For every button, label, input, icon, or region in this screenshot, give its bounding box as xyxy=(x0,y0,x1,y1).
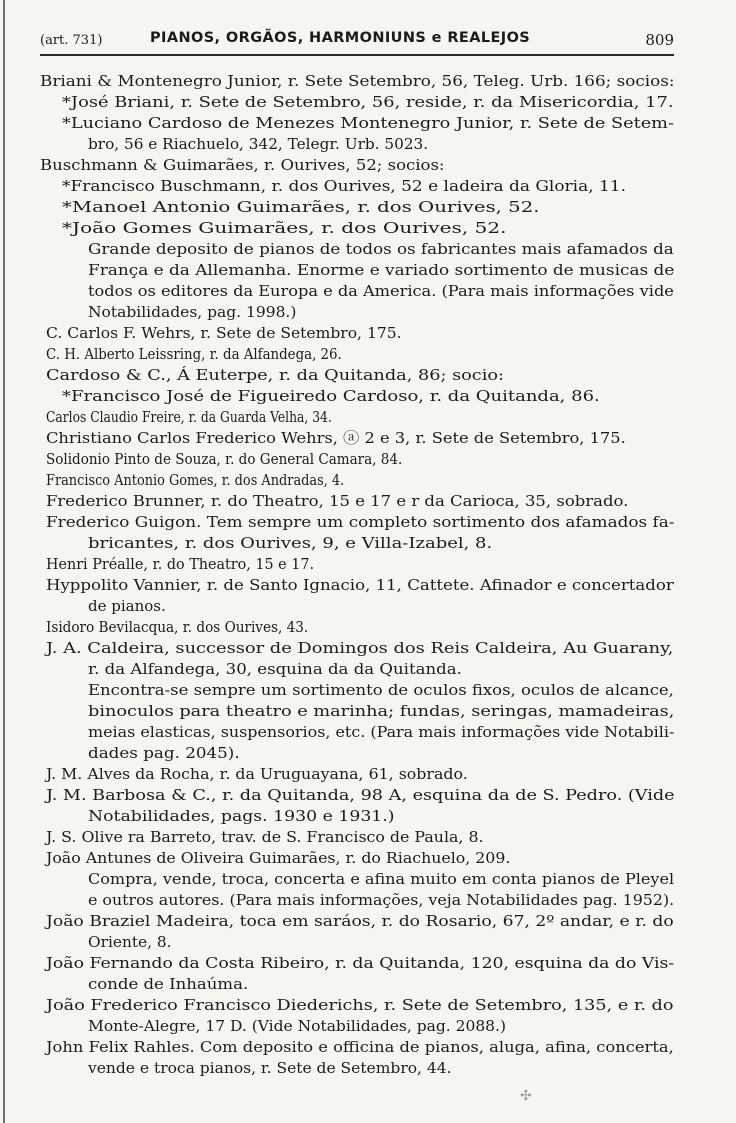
entry-line: J. A. Caldeira, successor de Domingos dos Reis Caldeira, Au Guarany, xyxy=(46,639,674,657)
entry-line: dades pag. 2045). xyxy=(88,744,240,762)
entry-line: *Manoel Antonio Guimarães, r. dos Ourives, 52. xyxy=(62,198,540,216)
entry-line: e outros autores. (Para mais informações, veja Notabilidades pag. 1952). xyxy=(88,891,675,909)
page-header xyxy=(40,30,674,52)
entry-line: Frederico Guigon. Tem sempre um completo sortimento dos afamados fa- xyxy=(46,513,675,531)
entry-line: João Frederico Francisco Diederichs, r. Sete de Setembro, 135, e r. do xyxy=(46,996,674,1014)
print-smudge-mark: ✣ xyxy=(520,1088,532,1104)
entry-line: Notabilidades, pags. 1930 e 1931.) xyxy=(88,807,395,825)
entry-line: *Francisco José de Figueiredo Cardoso, r. da Quitanda, 86. xyxy=(62,387,600,405)
entry-line: J. M. Barbosa & C., r. da Quitanda, 98 A, esquina da de S. Pedro. (Vide xyxy=(46,786,675,804)
entry-line: Cardoso & C., Á Euterpe, r. da Quitanda, 86; socio: xyxy=(46,366,504,384)
entry-line: bricantes, r. dos Ourives, 9, e Villa-Izabel, 8. xyxy=(88,534,493,552)
entry-line: binoculos para theatro e marinha; fundas, seringas, mamadeiras, xyxy=(88,702,675,720)
entry-line: França e da Allemanha. Enorme e variado sortimento de musicas de xyxy=(88,261,675,279)
entry-line: Notabilidades, pag. 1998.) xyxy=(88,303,297,321)
entry-line: Buschmann & Guimarães, r. Ourives, 52; socios: xyxy=(40,156,445,174)
page-number: 809 xyxy=(645,31,674,49)
entry-line: C. H. Alberto Leissring, r. da Alfandega, 26. xyxy=(46,345,342,363)
entry-line: Hyppolito Vannier, r. de Santo Ignacio, 11, Cattete. Afinador e concertador xyxy=(46,576,674,594)
entry-line: Grande deposito de pianos de todos os fabricantes mais afamados da xyxy=(88,240,674,258)
entry-line: *Francisco Buschmann, r. dos Ourives, 52 e ladeira da Gloria, 11. xyxy=(62,177,626,195)
entry-line: Francisco Antonio Gomes, r. dos Andradas, 4. xyxy=(46,471,345,489)
entry-line: *Luciano Cardoso de Menezes Montenegro Junior, r. Sete de Setem- xyxy=(62,114,674,132)
entry-line: todos os editores da Europa e da America. (Para mais informações vide xyxy=(88,282,674,300)
entry-line: Solidonio Pinto de Souza, r. do General Camara, 84. xyxy=(46,450,403,468)
entry-line: Frederico Brunner, r. do Theatro, 15 e 17 e r da Carioca, 35, sobrado. xyxy=(46,492,629,510)
entry-line: Christiano Carlos Frederico Wehrs, ⓐ 2 e 3, r. Sete de Setembro, 175. xyxy=(46,429,626,447)
entry-line: Monte-Alegre, 17 D. (Vide Notabilidades, pag. 2088.) xyxy=(88,1017,506,1035)
entry-line: vende e troca pianos, r. Sete de Setembro, 44. xyxy=(88,1059,452,1077)
entry-line: João Antunes de Oliveira Guimarães, r. do Riachuelo, 209. xyxy=(46,849,511,867)
entry-line: Henri Préalle, r. do Theatro, 15 e 17. xyxy=(46,555,315,573)
entry-line: *João Gomes Guimarães, r. dos Ourives, 52. xyxy=(62,219,507,237)
page-title: PIANOS, ORGÃOS, HARMONIUNS e REALEJOS xyxy=(150,30,531,46)
article-reference: (art. 731) xyxy=(40,33,103,48)
entry-line: C. Carlos F. Wehrs, r. Sete de Setembro, 175. xyxy=(46,324,402,342)
entry-line: conde de Inhaúma. xyxy=(88,975,249,993)
entry-line: J. M. Alves da Rocha, r. da Uruguayana, 61, sobrado. xyxy=(46,765,468,783)
entry-line: Encontra-se sempre um sortimento de oculos fixos, oculos de alcance, xyxy=(88,681,674,699)
entry-line: João Braziel Madeira, toca em saráos, r. do Rosario, 67, 2º andar, e r. do xyxy=(46,912,674,930)
entry-line: Oriente, 8. xyxy=(88,933,172,951)
entry-line: *José Briani, r. Sete de Setembro, 56, reside, r. da Misericordia, 17. xyxy=(62,93,674,111)
entry-line: Compra, vende, troca, concerta e afina muito em conta pianos de Pleyel xyxy=(88,870,675,888)
entry-line: bro, 56 e Riachuelo, 342, Telegr. Urb. 5023. xyxy=(88,135,429,153)
entry-line: meias elasticas, suspensorios, etc. (Para mais informações vide Notabili- xyxy=(88,723,675,741)
entry-line: de pianos. xyxy=(88,597,166,615)
header-rule xyxy=(40,54,674,56)
entry-line: João Fernando da Costa Ribeiro, r. da Quitanda, 120, esquina da do Vis- xyxy=(46,954,675,972)
entry-line: John Felix Rahles. Com deposito e officina de pianos, aluga, afina, concerta, xyxy=(46,1038,674,1056)
entry-line: r. da Alfandega, 30, esquina da da Quitanda. xyxy=(88,660,462,678)
entry-line: J. S. Olive ra Barreto, trav. de S. Francisco de Paula, 8. xyxy=(46,828,484,846)
entry-line: Carlos Claudio Freire, r. da Guarda Velha, 34. xyxy=(46,408,332,426)
entry-line: Isidoro Bevilacqua, r. dos Ourives, 43. xyxy=(46,618,309,636)
entry-line: Briani & Montenegro Junior, r. Sete Setembro, 56, Teleg. Urb. 166; socios: xyxy=(40,72,675,90)
scan-edge-line xyxy=(3,0,5,1123)
